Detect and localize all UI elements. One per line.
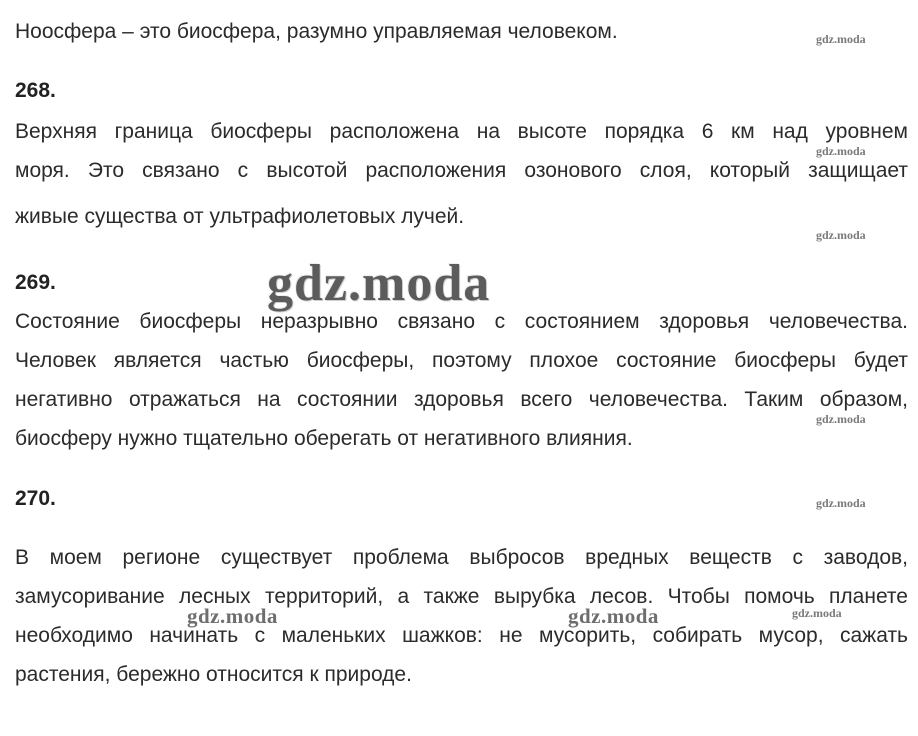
task-269-line-2: Человек является частью биосферы, поэтому плохое состояние биосферы будет <box>15 349 908 372</box>
task-269-line-1: Состояние биосферы неразрывно связано с состоянием здоровья человечества. <box>15 310 908 333</box>
task-number-268: 268. <box>15 79 56 102</box>
watermark-medium: gdz.moda <box>187 604 278 628</box>
watermark-small: gdz.moda <box>816 32 866 46</box>
task-number-270: 270. <box>15 487 56 510</box>
watermark-small: gdz.moda <box>816 228 866 242</box>
watermark-small: gdz.moda <box>816 412 866 426</box>
watermark-small: gdz.moda <box>816 144 866 158</box>
task-270-line-1: В моем регионе существует проблема выбросов вредных веществ с заводов, <box>15 546 908 569</box>
task-270-line-4: растения, бережно относится к природе. <box>15 663 412 686</box>
task-270-line-2: замусоривание лесных территорий, а также вырубка лесов. Чтобы помочь планете <box>15 585 908 608</box>
watermark-small: gdz.moda <box>816 496 866 510</box>
task-269-line-4: биосферу нужно тщательно оберегать от негативного влияния. <box>15 427 633 450</box>
task-269-line-3: негативно отражаться на состоянии здоровья всего человечества. Таким образом, <box>15 388 908 411</box>
task-268-line-3: живые существа от ультрафиолетовых лучей. <box>15 205 465 228</box>
watermark-small: gdz.moda <box>792 606 842 620</box>
intro-text: Ноосфера – это биосфера, разумно управляемая человеком. <box>15 20 618 43</box>
task-268-line-2: моря. Это связано с высотой расположения озонового слоя, который защищает <box>15 159 908 182</box>
task-268-line-1: Верхняя граница биосферы расположена на высоте порядка 6 км над уровнем <box>15 120 908 143</box>
task-number-269: 269. <box>15 271 56 294</box>
task-270-line-3: необходимо начинать с маленьких шажков: не мусорить, собирать мусор, сажать <box>15 624 908 647</box>
watermark-large: gdz.moda <box>267 255 491 312</box>
watermark-medium: gdz.moda <box>568 604 659 628</box>
